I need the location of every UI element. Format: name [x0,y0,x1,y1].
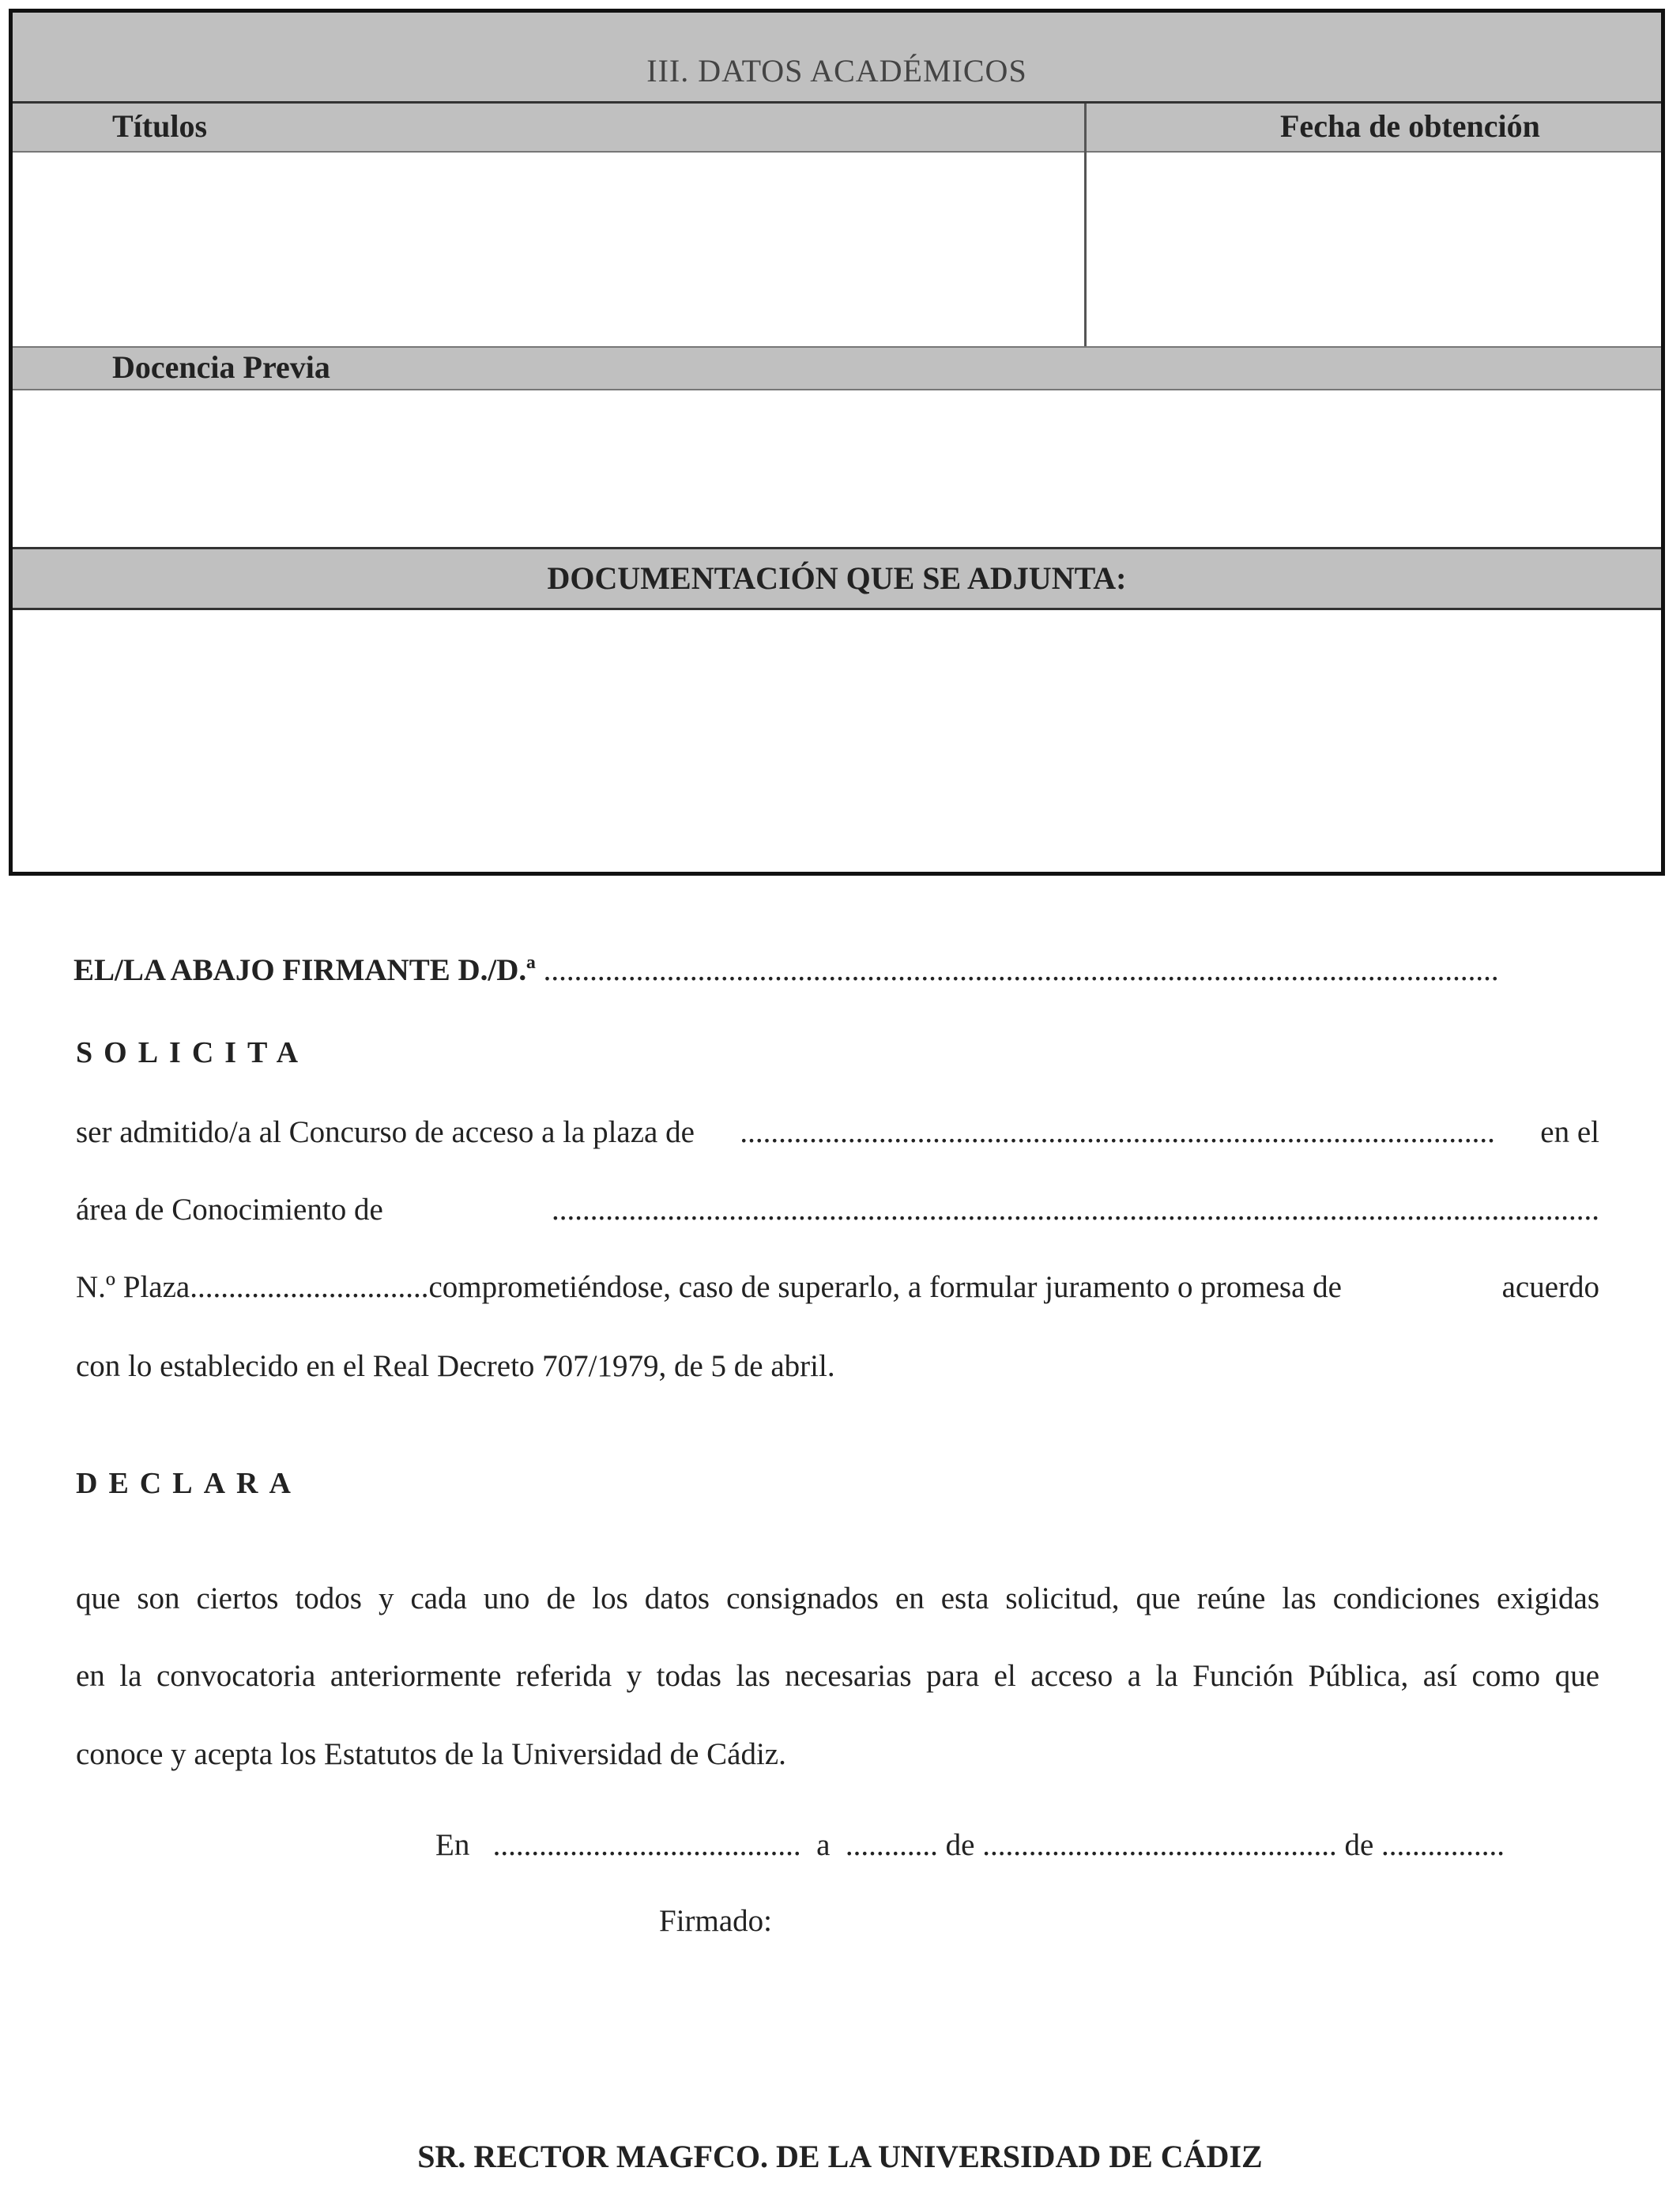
docencia-previa-header: Docencia Previa [112,349,330,385]
titulos-field[interactable] [13,153,1084,346]
solicita-line-2 [76,1192,1599,1227]
documentacion-header-band [13,549,1661,608]
declara-heading: DECLARA [76,1467,302,1500]
documentacion-header: DOCUMENTACIÓN QUE SE ADJUNTA: [547,560,1127,596]
plaza-field[interactable]: .................................................................................................. [740,1115,1495,1149]
solicita-line-1 [76,1114,1599,1150]
fecha-obtencion-field[interactable] [1087,153,1661,346]
firmante-name-field[interactable]: ............................................................................................................................ [543,953,1499,987]
declara-line-3: conoce y acepta los Estatutos de la Universidad de Cádiz. [76,1737,786,1771]
firmante-line [73,952,1499,988]
section-title-band [13,13,1661,101]
firmante-label: EL/LA ABAJO FIRMANTE D./D.ª [73,953,536,987]
declara-line-1: que son ciertos todos y cada uno de los datos consignados en esta solicitud, que reúne las condiciones exigidas [76,1581,1599,1615]
place-date-line[interactable]: En ........................................ a ............ de .............................................. de ................ [435,1828,1505,1862]
titulos-header: Títulos [112,108,208,144]
fecha-obtencion-header: Fecha de obtención [1280,108,1540,144]
academic-data-form [9,9,1665,876]
solicita-line-3 [76,1269,1599,1305]
firmado-label: Firmado: [659,1904,772,1938]
solicita-line-4: con lo establecido en el Real Decreto 707/1979, de 5 de abril. [76,1349,835,1383]
column-divider [1084,104,1087,349]
solicita-text: ser admitido/a al Concurso de acceso a la plaza de [76,1115,695,1149]
section-title: III. DATOS ACADÉMICOS [646,53,1027,89]
documentacion-field[interactable] [13,610,1661,872]
solicita-text: acuerdo [1501,1270,1599,1304]
area-conocimiento-field[interactable]: ........................................................................................................................................ [552,1193,1599,1227]
declara-line-2: en la convocatoria anteriormente referida y todas las necesarias para el acceso a la Función Pública, así como que [76,1659,1599,1693]
solicita-text: área de Conocimiento de [76,1193,383,1227]
addressee: SR. RECTOR MAGFCO. DE LA UNIVERSIDAD DE CÁDIZ [417,2139,1263,2174]
docencia-previa-field[interactable] [13,390,1661,547]
solicita-text: en el [1540,1115,1599,1149]
solicita-heading: SOLICITA [76,1036,310,1069]
plaza-number-text[interactable]: N.º Plaza...............................comprometiéndose, caso de superarlo, a formular juramento o promesa de [76,1270,1342,1304]
